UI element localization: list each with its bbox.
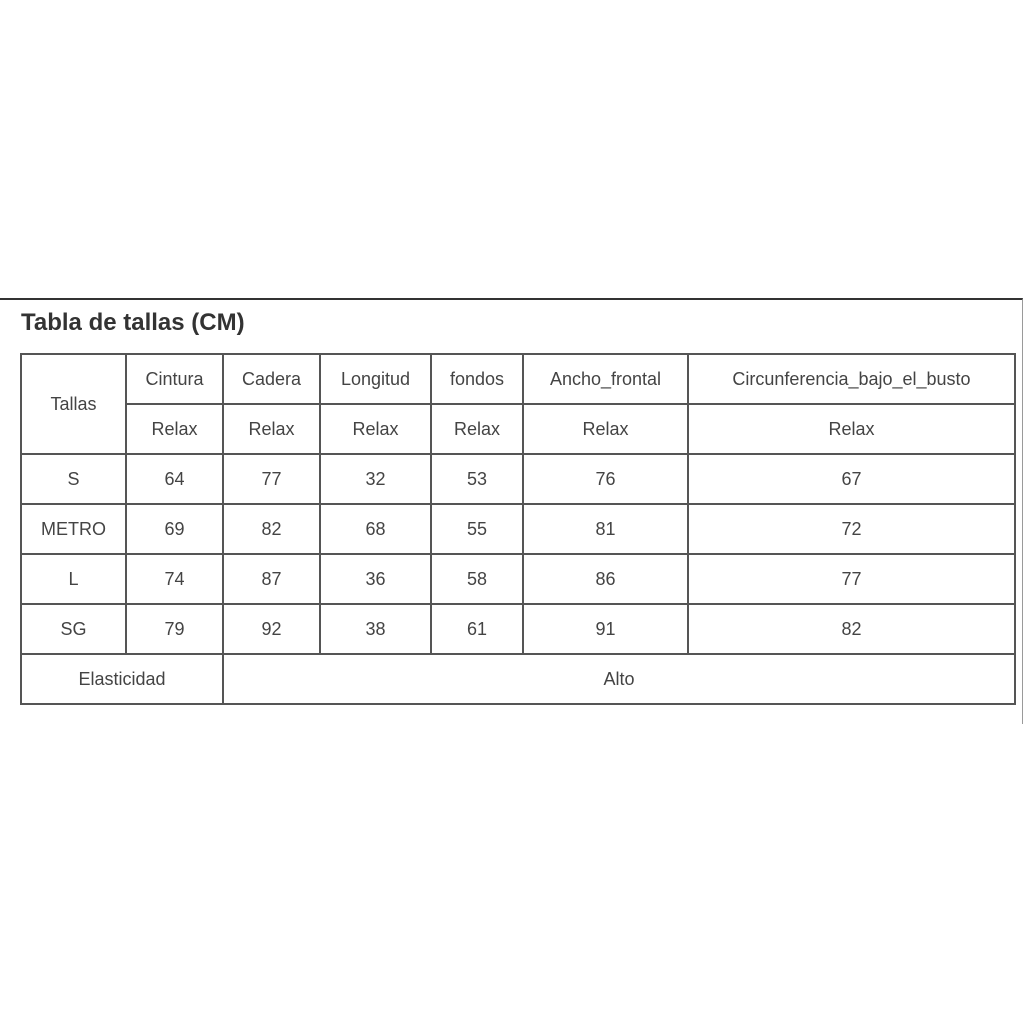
- value-cell: 82: [688, 604, 1015, 654]
- value-cell: 36: [320, 554, 431, 604]
- table-row: [21, 504, 1015, 554]
- elasticity-value: Alto: [223, 654, 1015, 704]
- value-cell: 61: [431, 604, 523, 654]
- value-cell: 64: [126, 454, 223, 504]
- size-cell: S: [21, 454, 126, 504]
- size-cell: METRO: [21, 504, 126, 554]
- value-cell: 91: [523, 604, 688, 654]
- size-cell: L: [21, 554, 126, 604]
- column-header: fondos: [431, 354, 523, 404]
- fit-cell: Relax: [223, 404, 320, 454]
- value-cell: 86: [523, 554, 688, 604]
- fit-row: [21, 404, 1015, 454]
- fit-cell: Relax: [688, 404, 1015, 454]
- column-header: Cintura: [126, 354, 223, 404]
- fit-cell: Relax: [431, 404, 523, 454]
- value-cell: 77: [223, 454, 320, 504]
- value-cell: 38: [320, 604, 431, 654]
- column-header: Circunferencia_bajo_el_busto: [688, 354, 1015, 404]
- value-cell: 76: [523, 454, 688, 504]
- size-cell: SG: [21, 604, 126, 654]
- value-cell: 74: [126, 554, 223, 604]
- elasticity-label: Elasticidad: [21, 654, 223, 704]
- value-cell: 55: [431, 504, 523, 554]
- value-cell: 32: [320, 454, 431, 504]
- column-header: Ancho_frontal: [523, 354, 688, 404]
- size-table: [20, 353, 1016, 705]
- value-cell: 58: [431, 554, 523, 604]
- value-cell: 79: [126, 604, 223, 654]
- value-cell: 53: [431, 454, 523, 504]
- table-row: [21, 604, 1015, 654]
- column-header: Cadera: [223, 354, 320, 404]
- value-cell: 77: [688, 554, 1015, 604]
- header-row: [21, 354, 1015, 404]
- column-header: Longitud: [320, 354, 431, 404]
- value-cell: 81: [523, 504, 688, 554]
- value-cell: 69: [126, 504, 223, 554]
- fit-cell: Relax: [320, 404, 431, 454]
- value-cell: 92: [223, 604, 320, 654]
- value-cell: 67: [688, 454, 1015, 504]
- table-row: [21, 454, 1015, 504]
- value-cell: 82: [223, 504, 320, 554]
- value-cell: 68: [320, 504, 431, 554]
- size-chart-panel: [0, 298, 1023, 724]
- value-cell: 72: [688, 504, 1015, 554]
- table-row: [21, 554, 1015, 604]
- value-cell: 87: [223, 554, 320, 604]
- fit-cell: Relax: [126, 404, 223, 454]
- elasticity-row: [21, 654, 1015, 704]
- size-header-cell: Tallas: [21, 354, 126, 454]
- fit-cell: Relax: [523, 404, 688, 454]
- page-title: Tabla de tallas (CM): [21, 309, 245, 336]
